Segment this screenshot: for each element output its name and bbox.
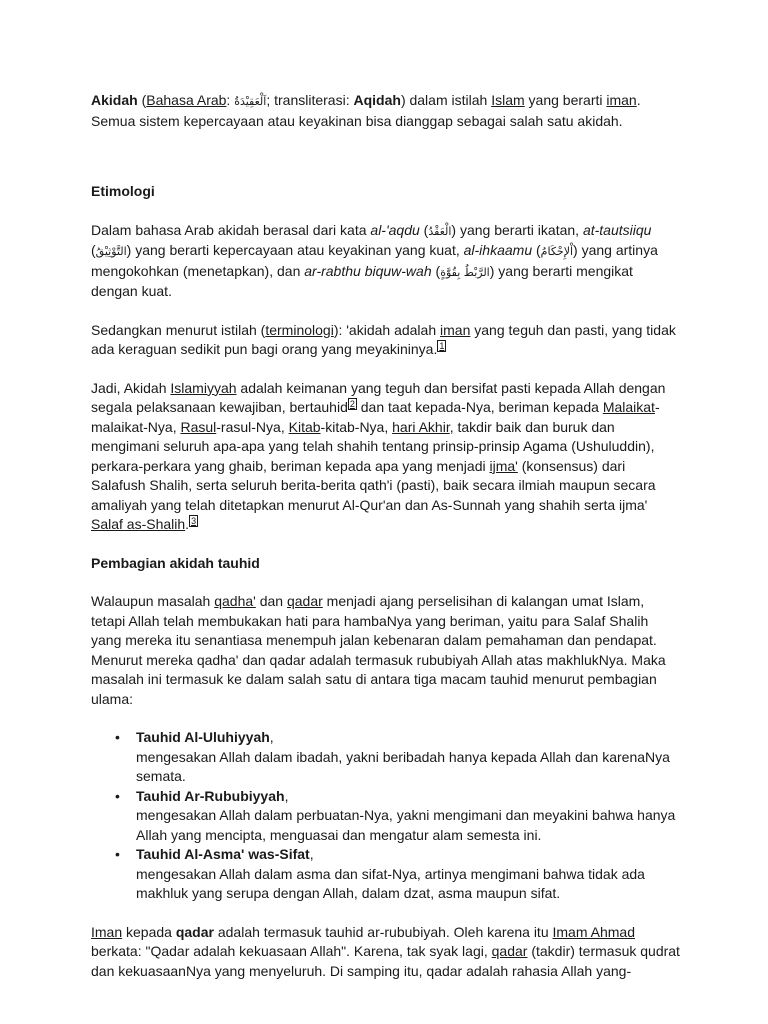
footnote-ref-3[interactable]: 3 — [191, 516, 197, 526]
list-item-title: Tauhid Ar-Rububiyyah — [136, 787, 285, 804]
arabic-aqidah: اَلْعَقِيْدَةُ — [234, 95, 267, 108]
etimologi-paragraph-3: Jadi, Akidah Islamiyyah adalah keimanan yang teguh dan bersifat pasti kepada Allah dengan segala pelaksanaan kewajiban, bertauhid $^2$ dan taat kepada-Nya, beriman kepada Malaikat-malaikat-Nya, Rasul-rasul-Nya, Kitab-kitab-Nya, hari Akhir, takdir baik dan buruk dan mengimani seluruh apa-apa yang telah shahih tentang prinsip-prinsip Agama (Ushuluddin), perkara-perkara yang ghaib, beriman kepada apa yang menjadi ijma' (konsensus) dari Salafush Shalih, serta seluruh berita-berita qath'i (pasti), baik secara ilmiah maupun secara amaliyah yang telah ditetapkan menurut Al-Qur'an dan As-Sunnah yang shahih serta ijma' Salaf as-Shalih. $^3$ — [91, 379, 666, 532]
translit-term: Aqidah — [353, 92, 401, 108]
arabic-ar-rabthu: الرَّبْطُ بِقُوَّةٍ — [440, 265, 490, 279]
link-qadar[interactable]: qadar — [286, 593, 323, 609]
etimologi-paragraph-1: Dalam bahasa Arab akidah berasal dari kata al-'aqdu (الْعَقْدُ) yang berarti ikatan, at-tautsiiqu (التَّوْثِيْقُ) yang berarti kepercayaan atau keyakinan yang kuat, al-ihkaamu (اْلإِحْكَامُ) yang artinya mengokohkan (menetapkan), dan ar-rabthu biquw-wah (الرَّبْطُ بِقُوَّةٍ) yang berarti mengikat dengan kuat. — [91, 221, 658, 299]
bullet-icon: • — [115, 787, 120, 804]
list-item: • Tauhid Al-Uluhiyyah, mengesakan Allah dalam ibadah, yakni beribadah hanya kepada Allah dan karenaNya semata. — [91, 728, 681, 787]
link-salaf-as-shalih[interactable]: Salaf as-Shalih — [91, 516, 186, 532]
link-terminologi[interactable]: terminologi — [265, 321, 334, 338]
link-iman-3[interactable]: Iman — [91, 923, 123, 940]
link-hari-akhir[interactable]: hari Akhir — [392, 418, 450, 435]
link-islam[interactable]: Islam — [491, 92, 525, 108]
list-item-desc: mengesakan Allah dalam asma dan sifat-Nya, artinya mengimani bahwa tidak ada makhluk yang serupa dengan Allah, dalam dzat, asma maupun sifat. — [136, 865, 645, 901]
pembagian-paragraph-2: Iman kepada qadar adalah termasuk tauhid ar-rububiyah. Oleh karena itu Imam Ahmad berkata: "Qadar adalah kekuasaan Allah". Karena, tak syak lagi, qadar (takdir) termasuk qudrat dan kekuasaanNya yang menyeluruh. Di samping itu, qadar adalah rahasia Allah yang- — [91, 923, 680, 979]
list-item: • Tauhid Al-Asma' was-Sifat, mengesakan Allah dalam asma dan sifat-Nya, artinya mengimani bahwa tidak ada makhluk yang serupa dengan Allah, dalam dzat, asma maupun sifat. — [91, 845, 681, 904]
list-item-title: Tauhid Al-Asma' was-Sifat — [136, 846, 310, 862]
link-ijma[interactable]: ijma' — [489, 457, 518, 474]
etimologi-paragraph-2: Sedangkan menurut istilah (terminologi): 'akidah adalah iman yang teguh dan pasti, yang tidak ada keraguan sedikit pun bagi orang yang meyakininya. $^1$ — [91, 321, 676, 357]
footnote-ref-2[interactable]: 2 — [349, 399, 355, 409]
link-iman-2[interactable]: iman — [440, 321, 471, 338]
arabic-al-ihkaamu: اْلإِحْكَامُ — [540, 245, 574, 258]
list-item-desc: mengesakan Allah dalam ibadah, yakni beribadah hanya kepada Allah dan karenaNya semata. — [136, 748, 670, 784]
list-item-title: Tauhid Al-Uluhiyyah — [136, 729, 270, 745]
article-body — [91, 91, 681, 981]
arabic-at-tautsiiqu: التَّوْثِيْقُ — [95, 245, 127, 258]
arabic-al-aqdu: الْعَقْدُ — [428, 224, 452, 238]
bullet-icon: • — [115, 729, 120, 745]
link-iman[interactable]: iman — [606, 92, 637, 108]
link-qadha[interactable]: qadha' — [214, 593, 256, 609]
link-qadar-2[interactable]: qadar — [491, 943, 528, 959]
link-malaikat[interactable]: Malaikat — [602, 399, 655, 415]
intro-term: Akidah — [91, 92, 138, 108]
heading-pembagian: Pembagian akidah tauhid — [91, 554, 260, 571]
footnote-ref-1[interactable]: 1 — [439, 341, 445, 351]
list-item-desc: mengesakan Allah dalam perbuatan-Nya, yakni mengimani dan meyakini bahwa hanya Allah yang mencipta, menguasai dan mengatur alam semesta ini. — [136, 807, 676, 843]
link-imam-ahmad[interactable]: Imam Ahmad — [552, 923, 635, 940]
tauhid-list — [91, 728, 681, 904]
link-islamiyyah[interactable]: Islamiyyah — [170, 379, 237, 396]
link-kitab[interactable]: Kitab — [288, 418, 321, 435]
pembagian-paragraph-1: Walaupun masalah qadha' dan qadar menjadi ajang perselisihan di kalangan umat Islam, tetapi Allah telah membukakan hati para hambaNya yang beriman, yaitu para Salaf Shalih yang mereka itu senantiasa menempuh jalan kebenaran dalam pemahaman dan pendapat. Menurut mereka qadha' dan qadar adalah termasuk rububiyah Allah atas makhlukNya. Maka masalah ini termasuk ke dalam salah satu di antara tiga macam tauhid menurut pembagian ulama: — [91, 593, 666, 707]
list-item: • Tauhid Ar-Rububiyyah, mengesakan Allah dalam perbuatan-Nya, yakni mengimani dan meyakini bahwa hanya Allah yang mencipta, menguasai dan mengatur alam semesta ini. — [91, 787, 681, 846]
intro-paragraph: Akidah (Bahasa Arab: اَلْعَقِيْدَةُ; transliterasi: Aqidah) dalam istilah Islam yang berarti iman. Semua sistem kepercayaan atau keyakinan bisa dianggap sebagai salah satu akidah. — [91, 92, 641, 129]
heading-etimologi: Etimologi — [91, 183, 155, 199]
link-rasul[interactable]: Rasul — [180, 418, 217, 435]
bullet-icon: • — [115, 846, 120, 862]
link-bahasa-arab[interactable]: Bahasa Arab — [146, 92, 227, 108]
